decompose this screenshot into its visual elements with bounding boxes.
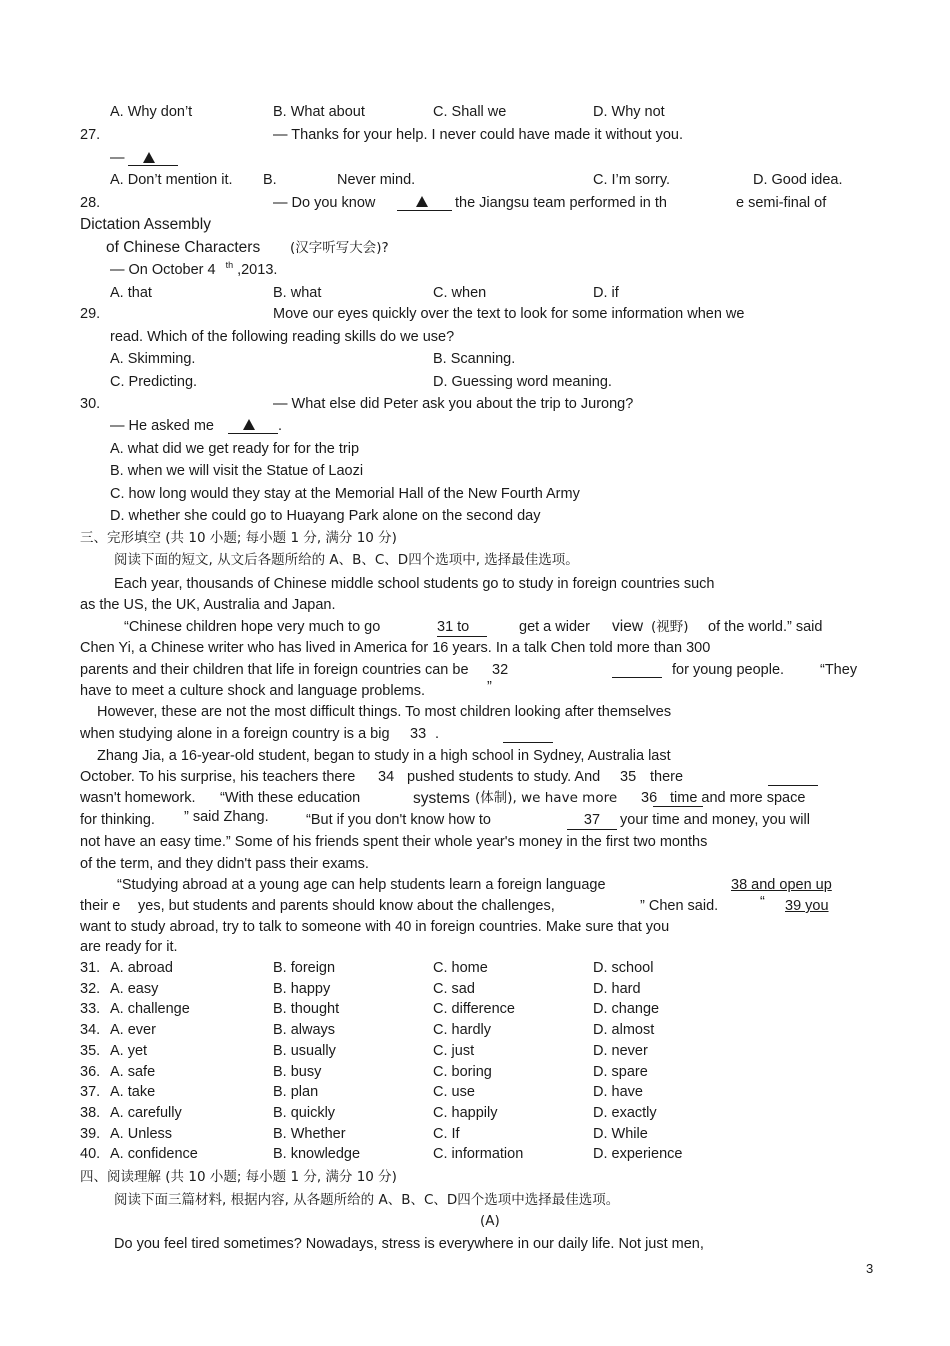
q30-option-d: D. whether she could go to Huayang Park alone on the second day [110, 508, 541, 524]
passage-line: October. To his surprise, his teachers there [80, 769, 356, 785]
passage-line: want to study abroad, try to talk to someone with 40 in foreign countries. Make sure that you [80, 919, 670, 935]
q30-prompt-line2: — He asked me [110, 418, 214, 434]
q28-number: 28. [80, 195, 101, 211]
passage-word-systems: systems [413, 790, 470, 807]
blank-37 [567, 811, 617, 830]
option-b: B. foreign [273, 960, 336, 976]
q26-option-c: C. Shall we [433, 104, 507, 120]
passage-line: “Chinese children hope very much to go [124, 619, 381, 635]
q29-option-d: D. Guessing word meaning. [433, 374, 612, 390]
q27-prompt: — Thanks for your help. I never could have made it without you. [273, 127, 683, 143]
q27-option-b-letter: B. [263, 172, 277, 188]
option-c: C. home [433, 960, 488, 976]
option-a: A. easy [110, 980, 159, 997]
passage-a-label: (A) [480, 1213, 500, 1229]
passage-line: their e [80, 898, 121, 914]
q30-option-a: A. what did we get ready for for the trip [110, 441, 360, 457]
option-question-number: 32. [80, 980, 101, 997]
q28-prompt-part3: e semi-final of [736, 195, 827, 211]
passage-line: wasn't homework. [80, 790, 196, 806]
q27-option-b-text: Never mind. [337, 172, 416, 188]
option-d: D. exactly [593, 1104, 657, 1121]
q26-option-b: B. What about [273, 104, 365, 120]
q29-option-b: B. Scanning. [433, 351, 516, 367]
section3-title: 三、完形填空 (共 10 小题; 每小题 1 分, 满分 10 分) [80, 530, 397, 546]
option-b: B. thought [273, 1001, 340, 1018]
blank-38 [731, 876, 832, 894]
option-question-number: 31. [80, 960, 101, 976]
option-b: B. plan [273, 1084, 319, 1101]
passage-line: “Studying abroad at a young age can help students learn a foreign language [117, 877, 606, 893]
passage-line: However, these are not the most difficult things. To most children looking after themselves [97, 704, 672, 720]
option-c: C. happily [433, 1104, 498, 1121]
q28-prompt-part4: Dictation Assembly [80, 216, 211, 233]
passage-line: time and more space [670, 790, 806, 806]
passage-line: your time and money, you will [620, 812, 810, 828]
q26-option-d: D. Why not [593, 104, 665, 120]
option-d: D. experience [593, 1146, 683, 1163]
q27-option-c: C. I’m sorry. [593, 172, 671, 188]
section3-instructions: 阅读下面的短文, 从文后各题所给的 A、B、C、D四个选项中, 选择最佳选项。 [114, 552, 579, 568]
passage-line: yes, but students and parents should know about the challenges, [138, 898, 555, 914]
q29-prompt-line1: Move our eyes quickly over the text to look for some information when we [273, 306, 745, 322]
option-d: D. almost [593, 1022, 655, 1039]
option-c: C. boring [433, 1063, 492, 1080]
q28-prompt-part2: the Jiangsu team performed in th [455, 195, 667, 211]
passage-line: ” Chen said. [640, 898, 719, 914]
option-question-number: 40. [80, 1146, 101, 1163]
passage-line: as the US, the UK, Australia and Japan. [80, 597, 336, 613]
passage-line: when studying alone in a foreign country is a big [80, 726, 390, 742]
passage-line: have to meet a culture shock and language problems. [80, 683, 425, 699]
option-question-number: 36. [80, 1063, 101, 1080]
option-b: B. always [273, 1022, 336, 1039]
q28-answer-line [110, 261, 277, 280]
option-b: B. usually [273, 1042, 336, 1059]
blank-34-label: 34 [378, 769, 395, 785]
option-c: C. use [433, 1084, 475, 1101]
passage-line: Each year, thousands of Chinese middle school students go to study in foreign countries such [114, 576, 715, 592]
section4-title: 四、阅读理解 (共 10 小题; 每小题 1 分, 满分 10 分) [80, 1169, 397, 1185]
option-b: B. knowledge [273, 1146, 361, 1163]
passage-a-first-line: Do you feel tired sometimes? Nowadays, stress is everywhere in our daily life. Not just men, [114, 1236, 704, 1252]
passage-quote: ” [487, 679, 492, 695]
q28-answer-pre: — On October 4 [110, 262, 216, 278]
option-d: D. While [593, 1125, 648, 1142]
passage-line: ” said Zhang. [184, 809, 269, 825]
q28-prompt-part6: (汉字听写大会)? [290, 240, 389, 256]
passage-line: “With these education [220, 790, 361, 806]
option-b: B. quickly [273, 1104, 336, 1121]
option-d: D. spare [593, 1063, 648, 1080]
q30-period: . [278, 418, 283, 434]
passage-line: of the term, and they didn't pass their exams. [80, 856, 369, 872]
blank-37-label: 37 [583, 812, 601, 828]
blank-38-label: 38 and open up [731, 877, 832, 893]
q27-option-a: A. Don’t mention it. [110, 172, 233, 188]
blank-triangle-icon [143, 152, 155, 163]
blank-33-label: 33 [410, 726, 427, 742]
passage-line: there [650, 769, 684, 785]
passage-line: “They [820, 662, 858, 678]
blank-32 [612, 662, 662, 678]
passage-line: get a wider [519, 619, 590, 635]
option-question-number: 38. [80, 1104, 101, 1121]
q29-prompt-line2: read. Which of the following reading skills do we use? [110, 329, 455, 345]
blank-triangle-icon [416, 196, 428, 207]
q30-prompt-line1: — What else did Peter ask you about the trip to Jurong? [273, 396, 634, 412]
blank-31 [437, 618, 487, 637]
passage-gloss: (体制), we have more [475, 790, 618, 806]
blank-33 [503, 727, 553, 743]
passage-line: not have an easy time.” Some of his friends spent their whole year's money in the first two months [80, 834, 708, 850]
passage-gloss: (视野) [651, 619, 689, 635]
q28-prompt-part5: of Chinese Characters [106, 239, 261, 256]
option-c: C. sad [433, 980, 475, 997]
page-number: 3 [866, 1261, 874, 1276]
option-b: B. Whether [273, 1125, 346, 1142]
option-a: A. safe [110, 1063, 156, 1080]
option-c: C. just [433, 1042, 475, 1059]
option-d: D. school [593, 960, 654, 976]
option-c: C. If [433, 1125, 460, 1142]
option-question-number: 35. [80, 1042, 101, 1059]
q28-answer-post: ,2013. [237, 262, 278, 278]
q28-answer-sup: th [225, 260, 234, 270]
option-a: A. confidence [110, 1146, 198, 1163]
blank-triangle-icon [243, 419, 255, 430]
passage-line: pushed students to study. And [407, 769, 601, 785]
option-a: A. carefully [110, 1104, 182, 1121]
option-d: D. have [593, 1084, 643, 1101]
q28-prompt-part1: — Do you know [273, 195, 376, 211]
option-question-number: 39. [80, 1125, 101, 1142]
q30-number: 30. [80, 396, 101, 412]
blank-32-label: 32 [492, 662, 509, 678]
option-b: B. busy [273, 1063, 322, 1080]
passage-quote: “ [760, 894, 765, 910]
option-b: B. happy [273, 980, 331, 997]
option-question-number: 33. [80, 1001, 101, 1018]
q28-option-c: C. when [433, 285, 487, 301]
passage-word-view: view [612, 618, 644, 635]
q28-option-b: B. what [273, 285, 322, 301]
passage-line: are ready for it. [80, 939, 178, 955]
q27-option-d: D. Good idea. [753, 172, 843, 188]
passage-line: for thinking. [80, 812, 155, 828]
blank-39-label: 39 you [785, 898, 829, 914]
q27-number: 27. [80, 127, 101, 143]
passage-period: . [435, 726, 440, 742]
option-a: A. abroad [110, 960, 173, 976]
option-a: A. Unless [110, 1125, 173, 1142]
q30-option-b: B. when we will visit the Statue of Laozi [110, 463, 364, 479]
option-question-number: 37. [80, 1084, 101, 1101]
q29-option-a: A. Skimming. [110, 351, 196, 367]
passage-line: “But if you don't know how to [306, 812, 491, 828]
q28-option-d: D. if [593, 285, 619, 301]
blank-35-label: 35 [620, 769, 637, 785]
option-a: A. challenge [110, 1001, 190, 1018]
q29-option-c: C. Predicting. [110, 374, 198, 390]
option-a: A. take [110, 1084, 156, 1101]
passage-line: Chen Yi, a Chinese writer who has lived in America for 16 years. In a talk Chen told more than 300 [80, 640, 711, 656]
q30-option-c: C. how long would they stay at the Memorial Hall of the New Fourth Army [110, 486, 580, 502]
blank-39 [785, 897, 829, 915]
passage-line: Zhang Jia, a 16-year-old student, began to study in a high school in Sydney, Australia last [97, 748, 671, 764]
option-d: D. change [593, 1001, 660, 1018]
section4-instructions: 阅读下面三篇材料, 根据内容, 从各题所给的 A、B、C、D四个选项中选择最佳选项。 [114, 1192, 620, 1208]
option-a: A. yet [110, 1042, 148, 1059]
blank-31-label: 31 to [437, 619, 470, 635]
passage-line: for young people. [672, 662, 785, 678]
option-c: C. difference [433, 1001, 515, 1018]
passage-line: parents and their children that life in foreign countries can be [80, 662, 469, 678]
blank-36-label: 36 [641, 790, 658, 806]
option-question-number: 34. [80, 1022, 101, 1039]
q28-option-a: A. that [110, 285, 152, 301]
q26-option-a: A. Why don’t [110, 104, 193, 120]
passage-line: of the world.” said [708, 619, 823, 635]
option-a: A. ever [110, 1022, 156, 1039]
q29-number: 29. [80, 306, 101, 322]
blank-35 [768, 770, 818, 786]
option-d: D. hard [593, 980, 641, 997]
option-c: C. hardly [433, 1022, 492, 1039]
option-d: D. never [593, 1042, 648, 1059]
option-c: C. information [433, 1146, 524, 1163]
q27-dash: — [110, 150, 125, 166]
